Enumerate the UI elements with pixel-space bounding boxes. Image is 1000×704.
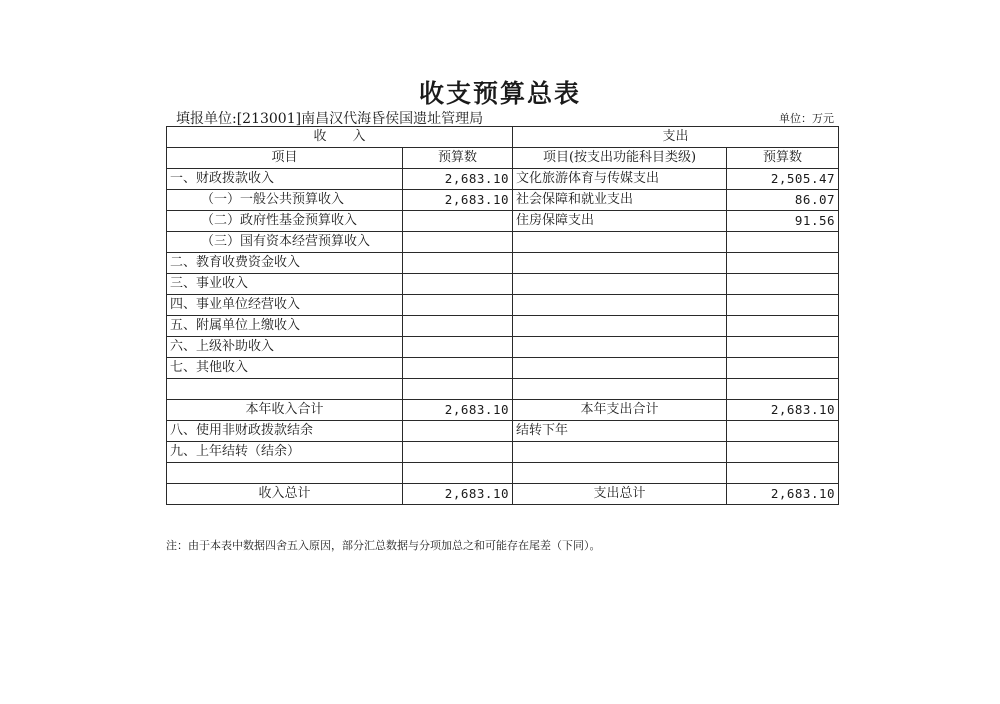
income-group-label: 收 入 bbox=[313, 129, 366, 144]
header-column-row bbox=[167, 148, 839, 169]
expense-value: 2,505.47 bbox=[727, 169, 839, 190]
table-row bbox=[167, 232, 839, 253]
income-value bbox=[403, 295, 513, 316]
expense-value bbox=[727, 337, 839, 358]
expense-item bbox=[513, 295, 727, 316]
expense-total-value: 2,683.10 bbox=[727, 484, 839, 505]
income-value bbox=[403, 316, 513, 337]
table-row bbox=[167, 463, 839, 484]
income-value bbox=[403, 421, 513, 442]
expense-value: 86.07 bbox=[727, 190, 839, 211]
col-income-budget: 预算数 bbox=[403, 148, 513, 169]
income-item: 二、教育收费资金收入 bbox=[167, 253, 403, 274]
income-item: 七、其他收入 bbox=[167, 358, 403, 379]
income-subtotal-value: 2,683.10 bbox=[403, 400, 513, 421]
income-total-label: 收入总计 bbox=[167, 484, 403, 505]
income-total-value: 2,683.10 bbox=[403, 484, 513, 505]
table-row bbox=[167, 169, 839, 190]
col-expense-item: 项目(按支出功能科目类级) bbox=[513, 148, 727, 169]
income-subtotal-label: 本年收入合计 bbox=[167, 400, 403, 421]
expense-subtotal-label: 本年支出合计 bbox=[513, 400, 727, 421]
expense-item: 住房保障支出 bbox=[513, 211, 727, 232]
table-row bbox=[167, 421, 839, 442]
income-value bbox=[403, 232, 513, 253]
expense-item bbox=[513, 316, 727, 337]
expense-group-header: 支出 bbox=[513, 127, 839, 148]
income-value: 2,683.10 bbox=[403, 190, 513, 211]
expense-item bbox=[513, 463, 727, 484]
expense-value bbox=[727, 442, 839, 463]
income-item: 一、财政拨款收入 bbox=[167, 169, 403, 190]
income-value bbox=[403, 274, 513, 295]
expense-value bbox=[727, 316, 839, 337]
table-row bbox=[167, 253, 839, 274]
table-row bbox=[167, 358, 839, 379]
income-value bbox=[403, 337, 513, 358]
currency-unit: 单位：万元 bbox=[779, 112, 834, 125]
income-item bbox=[167, 463, 403, 484]
expense-total-label: 支出总计 bbox=[513, 484, 727, 505]
expense-item: 社会保障和就业支出 bbox=[513, 190, 727, 211]
income-value bbox=[403, 463, 513, 484]
income-item: 五、附属单位上缴收入 bbox=[167, 316, 403, 337]
income-group-header bbox=[167, 127, 513, 148]
col-income-item: 项目 bbox=[167, 148, 403, 169]
expense-value: 91.56 bbox=[727, 211, 839, 232]
col-expense-budget: 预算数 bbox=[727, 148, 839, 169]
income-value bbox=[403, 442, 513, 463]
income-value bbox=[403, 253, 513, 274]
table-row bbox=[167, 211, 839, 232]
total-row bbox=[167, 484, 839, 505]
expense-item bbox=[513, 232, 727, 253]
table-row bbox=[167, 442, 839, 463]
income-item: 八、使用非财政拨款结余 bbox=[167, 421, 403, 442]
table-row bbox=[167, 274, 839, 295]
budget-table bbox=[166, 126, 839, 505]
expense-item bbox=[513, 274, 727, 295]
expense-value bbox=[727, 232, 839, 253]
income-value: 2,683.10 bbox=[403, 169, 513, 190]
expense-subtotal-value: 2,683.10 bbox=[727, 400, 839, 421]
meta-row bbox=[166, 108, 838, 126]
expense-value bbox=[727, 274, 839, 295]
filler-unit: 填报单位:[213001]南昌汉代海昏侯国遗址管理局 bbox=[176, 111, 484, 127]
income-item bbox=[167, 379, 403, 400]
subtotal-row bbox=[167, 400, 839, 421]
table-row bbox=[167, 379, 839, 400]
expense-item: 结转下年 bbox=[513, 421, 727, 442]
income-value bbox=[403, 211, 513, 232]
expense-value bbox=[727, 463, 839, 484]
expense-value bbox=[727, 379, 839, 400]
income-value bbox=[403, 358, 513, 379]
income-item: （一）一般公共预算收入 bbox=[167, 190, 403, 211]
income-item: 四、事业单位经营收入 bbox=[167, 295, 403, 316]
header-group-row bbox=[167, 127, 839, 148]
income-value bbox=[403, 379, 513, 400]
expense-item bbox=[513, 337, 727, 358]
expense-value bbox=[727, 358, 839, 379]
table-row bbox=[167, 337, 839, 358]
income-item: 九、上年结转（结余） bbox=[167, 442, 403, 463]
footnote: 注：由于本表中数据四舍五入原因，部分汇总数据与分项加总之和可能存在尾差（下同）。 bbox=[166, 539, 601, 552]
expense-item: 文化旅游体育与传媒支出 bbox=[513, 169, 727, 190]
table-row bbox=[167, 190, 839, 211]
table-row bbox=[167, 295, 839, 316]
income-item: 六、上级补助收入 bbox=[167, 337, 403, 358]
page-title: 收支预算总表 bbox=[418, 79, 581, 108]
expense-item bbox=[513, 253, 727, 274]
expense-value bbox=[727, 295, 839, 316]
expense-value bbox=[727, 421, 839, 442]
expense-item bbox=[513, 358, 727, 379]
expense-item bbox=[513, 379, 727, 400]
table-row bbox=[167, 316, 839, 337]
income-item: 三、事业收入 bbox=[167, 274, 403, 295]
income-item: （三）国有资本经营预算收入 bbox=[167, 232, 403, 253]
expense-item bbox=[513, 442, 727, 463]
expense-value bbox=[727, 253, 839, 274]
income-item: （二）政府性基金预算收入 bbox=[167, 211, 403, 232]
